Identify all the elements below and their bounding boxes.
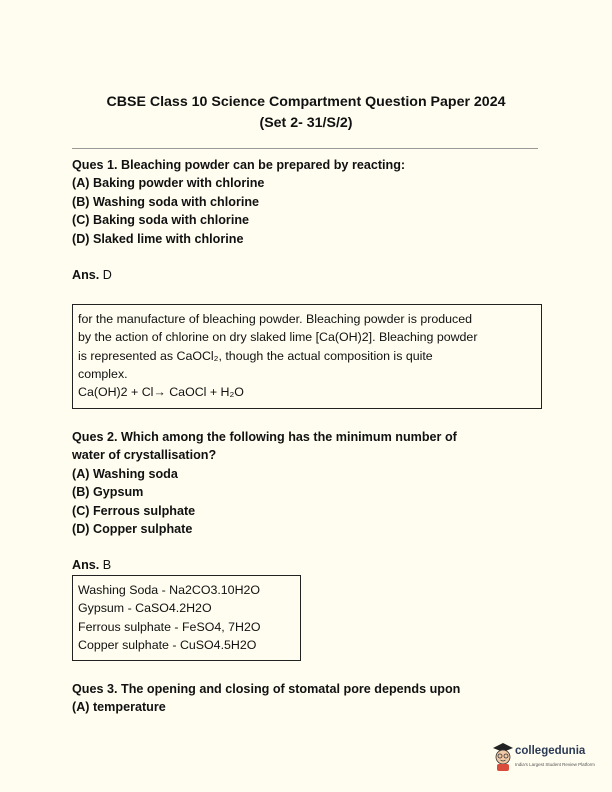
explanation-1-line: complex. bbox=[78, 366, 128, 381]
answer-1-label: Ans. bbox=[72, 268, 100, 282]
answer-2 bbox=[72, 558, 111, 572]
answer-1 bbox=[72, 268, 112, 282]
explanation-box-1 bbox=[72, 304, 542, 409]
divider bbox=[72, 148, 538, 149]
question-1-option-a: (A) Baking powder with chlorine bbox=[72, 176, 265, 191]
question-1-option-c: (C) Baking soda with chlorine bbox=[72, 213, 250, 228]
question-2-option-a: (A) Washing soda bbox=[72, 466, 178, 481]
equation-line: Ca(OH)2 + Cl→ CaOCl + H₂O bbox=[78, 385, 244, 400]
question-1-option-d: (D) Slaked lime with chlorine bbox=[72, 231, 244, 246]
question-1 bbox=[72, 156, 542, 248]
question-2-text-line-1: Ques 2. Which among the following has the minimum number of bbox=[72, 430, 457, 444]
explanation-1-line: for the manufacture of bleaching powder. Bleaching powder is produced bbox=[78, 312, 472, 326]
title-line-2: (Set 2- 31/S/2) bbox=[259, 115, 353, 131]
collegedunia-logo bbox=[491, 742, 595, 782]
logo-wordmark: collegedunia bbox=[515, 745, 586, 757]
explanation-2-line: Ferrous sulphate - FeSO4, 7H2O bbox=[78, 619, 261, 634]
page-title bbox=[60, 92, 552, 134]
question-1-option-b: (B) Washing soda with chlorine bbox=[72, 194, 260, 209]
explanation-box-2 bbox=[72, 575, 301, 661]
question-2-text-line-2: water of crystallisation? bbox=[72, 448, 217, 463]
explanation-2-line: Copper sulphate - CuSO4.5H2O bbox=[78, 637, 257, 652]
answer-2-label: Ans. bbox=[72, 558, 100, 572]
question-2-option-d: (D) Copper sulphate bbox=[72, 522, 193, 537]
question-2-option-b: (B) Gypsum bbox=[72, 485, 144, 500]
answer-1-value: D bbox=[102, 268, 112, 282]
question-1-text: Ques 1. Bleaching powder can be prepared by reacting: bbox=[72, 158, 406, 172]
explanation-1-line: by the action of chlorine on dry slaked lime [Ca(OH)2]. Bleaching powder bbox=[78, 330, 478, 345]
explanation-1-line: is represented as CaOCl₂, though the actual composition is quite bbox=[78, 348, 433, 363]
question-3-text: Ques 3. The opening and closing of stomatal pore depends upon bbox=[72, 682, 461, 696]
question-2-option-c: (C) Ferrous sulphate bbox=[72, 503, 196, 518]
student-mascot-icon bbox=[491, 742, 515, 772]
title-line-1: CBSE Class 10 Science Compartment Question Paper 2024 bbox=[106, 94, 506, 110]
logo-tagline: India's Largest Student Review Platform bbox=[515, 762, 595, 767]
explanation-2-line: Washing Soda - Na2CO3.10H2O bbox=[78, 583, 261, 597]
question-3-option-a: (A) temperature bbox=[72, 700, 166, 715]
answer-2-value: B bbox=[102, 558, 112, 572]
explanation-2-line: Gypsum - CaSO4.2H2O bbox=[78, 601, 212, 616]
question-3 bbox=[72, 680, 542, 717]
question-2 bbox=[72, 428, 542, 538]
